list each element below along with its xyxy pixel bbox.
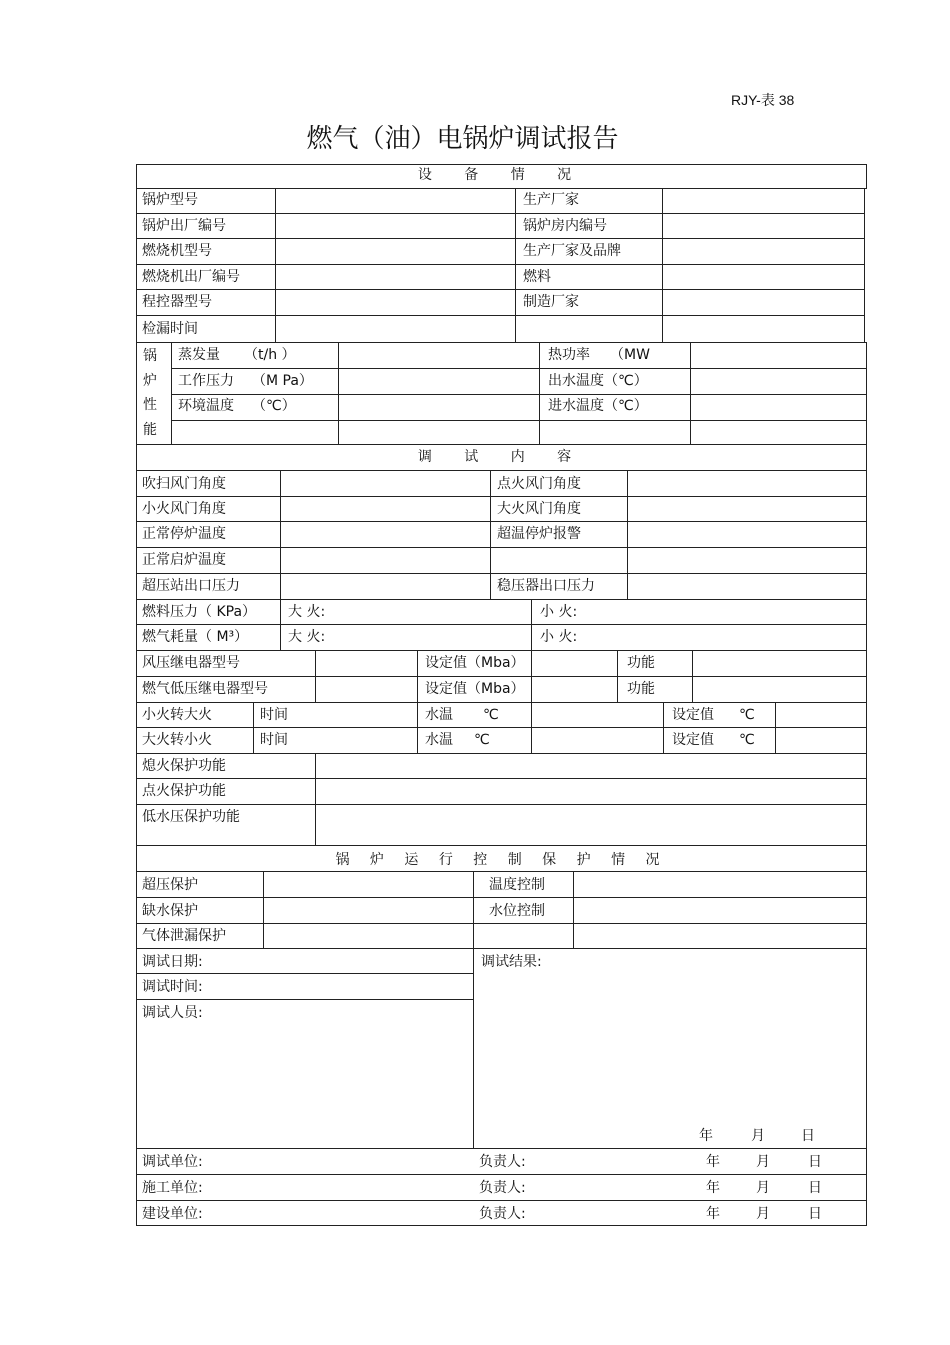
burner-serial-field[interactable] [275,264,516,290]
label-construction-unit: 施工单位: [142,1180,203,1196]
label-manufacturer-brand: 生产厂家及品牌 [523,243,621,259]
maker-field[interactable] [662,289,865,316]
cell[interactable] [573,923,867,949]
label-owner-unit: 建设单位: [142,1206,203,1222]
section-content-label: 调 试 内 容 [417,449,586,465]
sign-day: 日 [808,1180,822,1196]
label-debug-date: 调试日期: [142,954,203,970]
label-level-control: 水位控制 [489,903,545,919]
purge-damper-field[interactable] [280,470,491,497]
label-burner-model: 燃烧机型号 [142,243,212,259]
gas-low-relay-set-value-field[interactable] [531,676,618,703]
sign-month: 月 [756,1154,770,1170]
high-fire-damper-field[interactable] [627,496,867,522]
overtemp-alarm-field[interactable] [627,521,867,548]
label-overtemp-alarm: 超温停炉报警 [497,526,581,542]
label-controller-model: 程控器型号 [142,294,212,310]
cell[interactable] [531,727,664,754]
ambient-temp-field[interactable] [338,394,540,421]
air-relay-function-field[interactable] [692,650,867,677]
section-equipment-label: 设 备 情 况 [417,167,586,183]
unit-thermal-power: （MW [610,347,650,363]
regulator-outlet-pressure-field[interactable] [627,573,867,600]
unit-working-pressure: （M Pa） [252,373,313,389]
thermal-power-field[interactable] [690,342,867,369]
air-relay-model-field[interactable] [315,650,418,677]
label-boiler-serial: 锅炉出厂编号 [142,218,226,234]
label-air-relay-model: 风压继电器型号 [142,655,240,671]
label-set-value: 设定值 [672,732,714,748]
label-thermal-power: 热功率 [548,347,590,363]
result-year: 年 [699,1128,713,1144]
manufacturer-field[interactable] [662,188,865,214]
fuel-field[interactable] [662,264,865,290]
cell[interactable] [775,702,867,728]
cell[interactable] [662,315,865,343]
result-month: 月 [751,1128,765,1144]
label-station-outlet-pressure: 超压站出口压力 [142,578,240,594]
label-normal-start-temp: 正常启炉温度 [142,552,226,568]
sign-year: 年 [706,1206,720,1222]
label-low-fire-damper: 小火风门角度 [142,501,226,517]
label-overpressure: 超压保护 [142,877,198,893]
sign-year: 年 [706,1180,720,1196]
label-small-fire: 小 火: [540,604,578,620]
cell[interactable] [338,420,540,445]
label-function: 功能 [627,681,655,697]
label-purge-damper: 吹扫风门角度 [142,476,226,492]
label-responsible: 负责人: [479,1180,526,1196]
label-deg-c: ℃ [739,707,755,723]
gas-leak-field[interactable] [263,923,474,949]
label-debug-personnel: 调试人员: [142,1005,203,1021]
sign-day: 日 [808,1154,822,1170]
label-temp-control: 温度控制 [489,877,545,893]
burner-model-field[interactable] [275,238,516,265]
label-inlet-temp: 进水温度（℃） [548,398,648,414]
sign-month: 月 [756,1206,770,1222]
level-control-field[interactable] [573,897,867,924]
cell[interactable] [531,702,664,728]
unit-steam-output: （t/h ） [244,347,296,363]
label-regulator-outlet-pressure: 稳压器出口压力 [497,578,595,594]
working-pressure-field[interactable] [338,368,540,395]
label-gas-low-relay-model: 燃气低压继电器型号 [142,681,268,697]
label-set-value-mba: 设定值（Mba） [425,655,525,671]
label-small-fire: 小 火: [540,629,578,645]
sign-day: 日 [808,1206,822,1222]
label-deg-c: ℃ [474,732,490,748]
low-fire-damper-field[interactable] [280,496,491,522]
flameout-protection-field[interactable] [315,753,867,779]
label-normal-stop-temp: 正常停炉温度 [142,526,226,542]
air-relay-set-value-field[interactable] [531,650,618,677]
label-function: 功能 [627,655,655,671]
label-ignition-protection: 点火保护功能 [142,783,226,799]
boiler-model-field[interactable] [275,188,516,214]
label-water-temp: 水温 [425,707,453,723]
ignition-protection-field[interactable] [315,778,867,805]
station-outlet-pressure-field[interactable] [280,573,491,600]
label-fuel: 燃料 [523,269,551,285]
label-big-fire: 大 火: [288,604,326,620]
low-water-pressure-protection-field[interactable] [315,804,867,846]
form-code: RJY-表 38 [731,92,795,108]
sign-year: 年 [706,1154,720,1170]
steam-output-field[interactable] [338,342,540,369]
label-room-number: 锅炉房内编号 [523,218,607,234]
fuel-pressure-small-fire-field[interactable] [531,599,867,625]
gas-low-relay-function-field[interactable] [692,676,867,703]
label-low-water-pressure-protection: 低水压保护功能 [142,809,240,825]
cell[interactable] [515,315,663,343]
ignition-damper-field[interactable] [627,470,867,497]
leak-check-time-field[interactable] [275,315,516,343]
section-protection-label: 锅 炉 运 行 控 制 保 护 情 况 [335,852,668,868]
cell[interactable] [539,420,691,445]
room-number-field[interactable] [662,213,865,239]
inlet-temp-field[interactable] [690,394,867,421]
label-gas-leak: 气体泄漏保护 [142,928,226,944]
outlet-temp-field[interactable] [690,368,867,395]
manufacturer-brand-field[interactable] [662,238,865,265]
label-manufacturer: 生产厂家 [523,192,579,208]
cell[interactable] [627,547,867,574]
cell[interactable] [775,727,867,754]
label-responsible: 负责人: [479,1206,526,1222]
label-ambient-temp: 环境温度 [178,398,234,414]
label-maker: 制造厂家 [523,294,579,310]
label-leak-check-time: 检漏时间 [142,321,198,337]
overpressure-field[interactable] [263,871,474,898]
label-ignition-damper: 点火风门角度 [497,476,581,492]
label-time: 时间 [260,707,288,723]
gas-consumption-small-fire-field[interactable] [531,624,867,651]
debug-personnel-field[interactable] [136,999,474,1149]
label-water-temp: 水温 [425,732,453,748]
label-boiler-model: 锅炉型号 [142,192,198,208]
label-set-value: 设定值 [672,707,714,723]
label-working-pressure: 工作压力 [178,373,234,389]
water-shortage-field[interactable] [263,897,474,924]
label-big-to-small: 大火转小火 [142,732,212,748]
label-flameout-protection: 熄火保护功能 [142,758,226,774]
label-debug-result: 调试结果: [481,954,542,970]
label-time: 时间 [260,732,288,748]
result-day: 日 [801,1128,815,1144]
label-steam-output: 蒸发量 [178,347,220,363]
cell[interactable] [171,420,339,445]
label-burner-serial: 燃烧机出厂编号 [142,269,240,285]
label-debug-time: 调试时间: [142,979,203,995]
boiler-serial-field[interactable] [275,213,516,239]
sign-month: 月 [756,1180,770,1196]
label-big-fire: 大 火: [288,629,326,645]
label-high-fire-damper: 大火风门角度 [497,501,581,517]
label-water-shortage: 缺水保护 [142,903,198,919]
label-responsible: 负责人: [479,1154,526,1170]
normal-start-temp-field[interactable] [280,547,491,574]
label-fuel-pressure: 燃料压力（ KPa） [142,604,257,620]
cell[interactable] [490,547,628,574]
cell[interactable] [690,420,867,445]
label-debug-unit: 调试单位: [142,1154,203,1170]
label-set-value-mba: 设定值（Mba） [425,681,525,697]
label-outlet-temp: 出水温度（℃） [548,373,648,389]
performance-group-label: 锅炉性能 [143,348,157,438]
temp-control-field[interactable] [573,871,867,898]
gas-low-relay-model-field[interactable] [315,676,418,703]
controller-model-field[interactable] [275,289,516,316]
label-deg-c: ℃ [739,732,755,748]
page-title: 燃气（油）电锅炉调试报告 [306,124,619,154]
cell[interactable] [473,923,574,949]
label-deg-c: ℃ [483,707,499,723]
label-gas-consumption: 燃气耗量（ M³） [142,629,249,645]
unit-ambient-temp: （℃） [252,398,296,414]
label-small-to-big: 小火转大火 [142,707,212,723]
normal-stop-temp-field[interactable] [280,521,491,548]
debug-result-field[interactable] [473,948,867,1149]
